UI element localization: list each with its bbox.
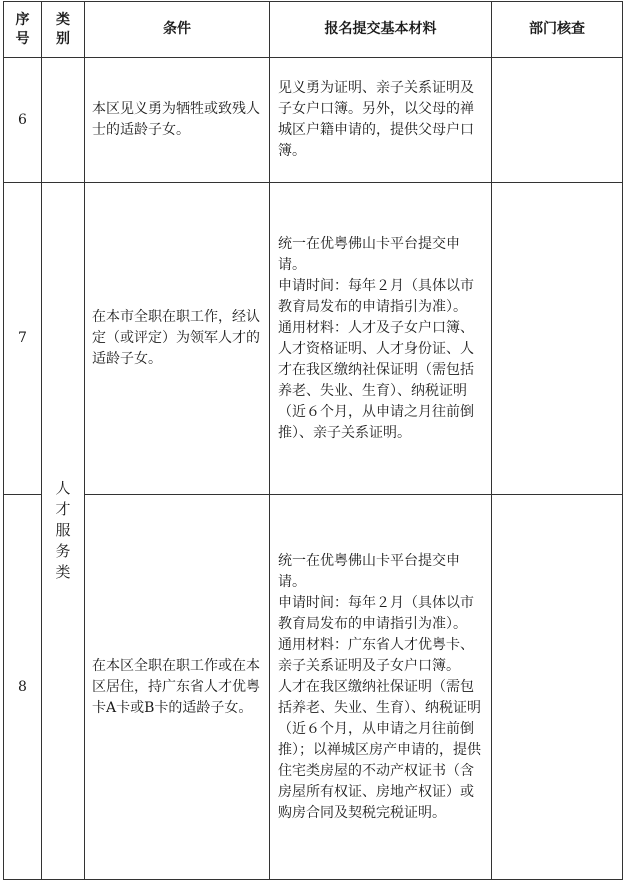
materials-paragraph: 通用材料：广东省人才优粤卡、亲子关系证明及子女户口簿。 [278, 636, 474, 674]
header-seq [4, 2, 42, 58]
check-cell [492, 58, 623, 183]
row-number: 8 [4, 495, 42, 880]
header-cat-line1: 类 [56, 11, 70, 28]
materials-paragraph: 人才在我区缴纳社保证明（需包括养老、失业、生育）、纳税证明（近６个月，从申请之月往前倒推）；以禅城区房产申请的，提供住宅类房屋的不动产权证书（含房屋所有权证、房地产权证）或购房合同及契税完税证明。 [278, 678, 481, 821]
row-number: 7 [4, 183, 42, 495]
materials-paragraph: 申请时间：每年２月（具体以市教育局发布的申请指引为准）。 [278, 277, 474, 315]
header-check: 部门核查 [492, 2, 623, 58]
materials-cell [270, 58, 492, 183]
header-materials: 报名提交基本材料 [270, 2, 492, 58]
row-number: 6 [4, 58, 42, 183]
condition-cell: 在本市全职在职工作，经认定（或评定）为领军人才的适龄子女。 [85, 183, 270, 495]
materials-paragraph: 统一在优粤佛山卡平台提交申请。 [278, 235, 460, 273]
category-cell [42, 183, 85, 880]
header-row [4, 2, 623, 58]
materials-paragraph: 统一在优粤佛山卡平台提交申请。 [278, 552, 460, 590]
check-cell [492, 495, 623, 880]
materials-paragraph: 见义勇为证明、亲子关系证明及子女户口簿。另外，以父母的禅城区户籍申请的，提供父母户口簿。 [278, 80, 474, 159]
materials-cell [270, 183, 492, 495]
header-cat-line2: 别 [56, 30, 70, 47]
materials-paragraph: 通用材料：人才及子女户口簿、人才资格证明、人才身份证、人才在我区缴纳社保证明（需包括养老、失业、生育）、纳税证明（近６个月，从申请之月往前倒推）、亲子关系证明。 [278, 319, 474, 441]
table-row [4, 58, 623, 183]
category-label: 人才服务类 [55, 479, 71, 581]
header-seq-line2: 号 [15, 30, 30, 47]
table-row [4, 183, 623, 495]
condition-cell: 本区见义勇为牺牲或致残人士的适龄子女。 [85, 58, 270, 183]
table-row [4, 495, 623, 880]
check-cell [492, 183, 623, 495]
header-category [42, 2, 85, 58]
header-condition: 条件 [85, 2, 270, 58]
category-cell-empty [42, 58, 85, 183]
materials-cell [270, 495, 492, 880]
condition-cell: 在本区全职在职工作或在本区居住，持广东省人才优粤卡A卡或B卡的适龄子女。 [85, 495, 270, 880]
policy-table [3, 1, 623, 880]
materials-paragraph: 申请时间：每年２月（具体以市教育局发布的申请指引为准）。 [278, 594, 474, 632]
header-seq-line1: 序 [15, 11, 30, 28]
